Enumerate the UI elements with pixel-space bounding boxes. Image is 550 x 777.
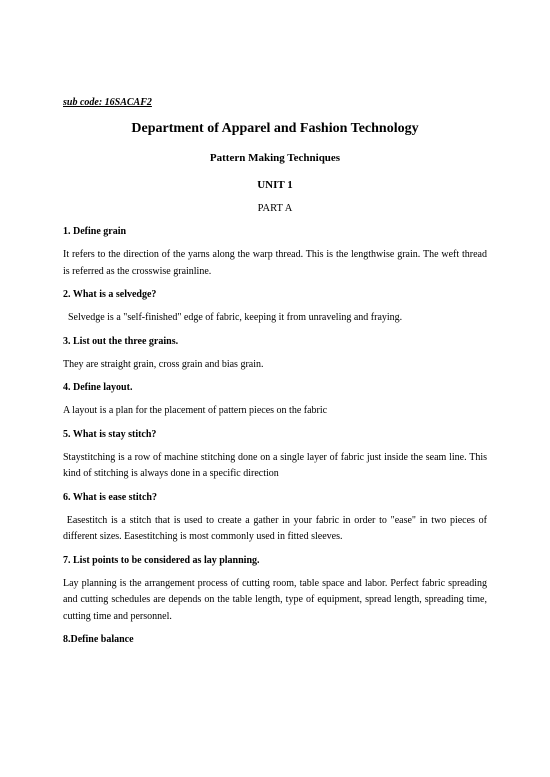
- sub-code: sub code: 16SACAF2: [63, 97, 152, 108]
- answer-4: A layout is a plan for the placement of pattern pieces on the fabric: [63, 405, 328, 416]
- answer-5: Staystitching is a row of machine stitching done on a single layer of fabric just inside the seam line. This kind of stitching is always done in a specific direction: [63, 451, 487, 479]
- answer-7: Lay planning is the arrangement process of cutting room, table space and labor. Perfect fabric spreading and cutting schedules are depends on the table length, type of equipment, spread length, spreading time, cutting time and personnel.: [63, 577, 487, 622]
- part-heading: PART A: [257, 203, 293, 214]
- answer-2: Selvedge is a "self-finished" edge of fabric, keeping it from unraveling and fraying.: [63, 312, 403, 323]
- question-6: 6. What is ease stitch?: [63, 491, 157, 503]
- course-title: Pattern Making Techniques: [209, 152, 341, 164]
- answer-6: Easestitch is a stitch that is used to create a gather in your fabric in order to "ease" in two pieces of different sizes. Easestitching is most commonly used in fitted sleeves.: [63, 514, 490, 542]
- department-title: Department of Apparel and Fashion Technology: [131, 121, 419, 136]
- question-3: 3. List out the three grains.: [63, 335, 179, 347]
- page-content: [63, 96, 490, 655]
- unit-heading: UNIT 1: [257, 179, 293, 191]
- question-5: 5. What is stay stitch?: [63, 428, 157, 440]
- question-8: 8.Define balance: [63, 634, 134, 645]
- question-7: 7. List points to be considered as lay planning.: [63, 554, 260, 566]
- answer-1: It refers to the direction of the yarns along the warp thread. This is the lengthwise grain. The weft thread is referred as the crosswise grainline.: [63, 249, 487, 277]
- answer-3: They are straight grain, cross grain and bias grain.: [63, 358, 264, 370]
- question-4: 4. Define layout.: [63, 382, 133, 393]
- question-2: 2. What is a selvedge?: [63, 289, 157, 300]
- question-1: 1. Define grain: [63, 226, 127, 237]
